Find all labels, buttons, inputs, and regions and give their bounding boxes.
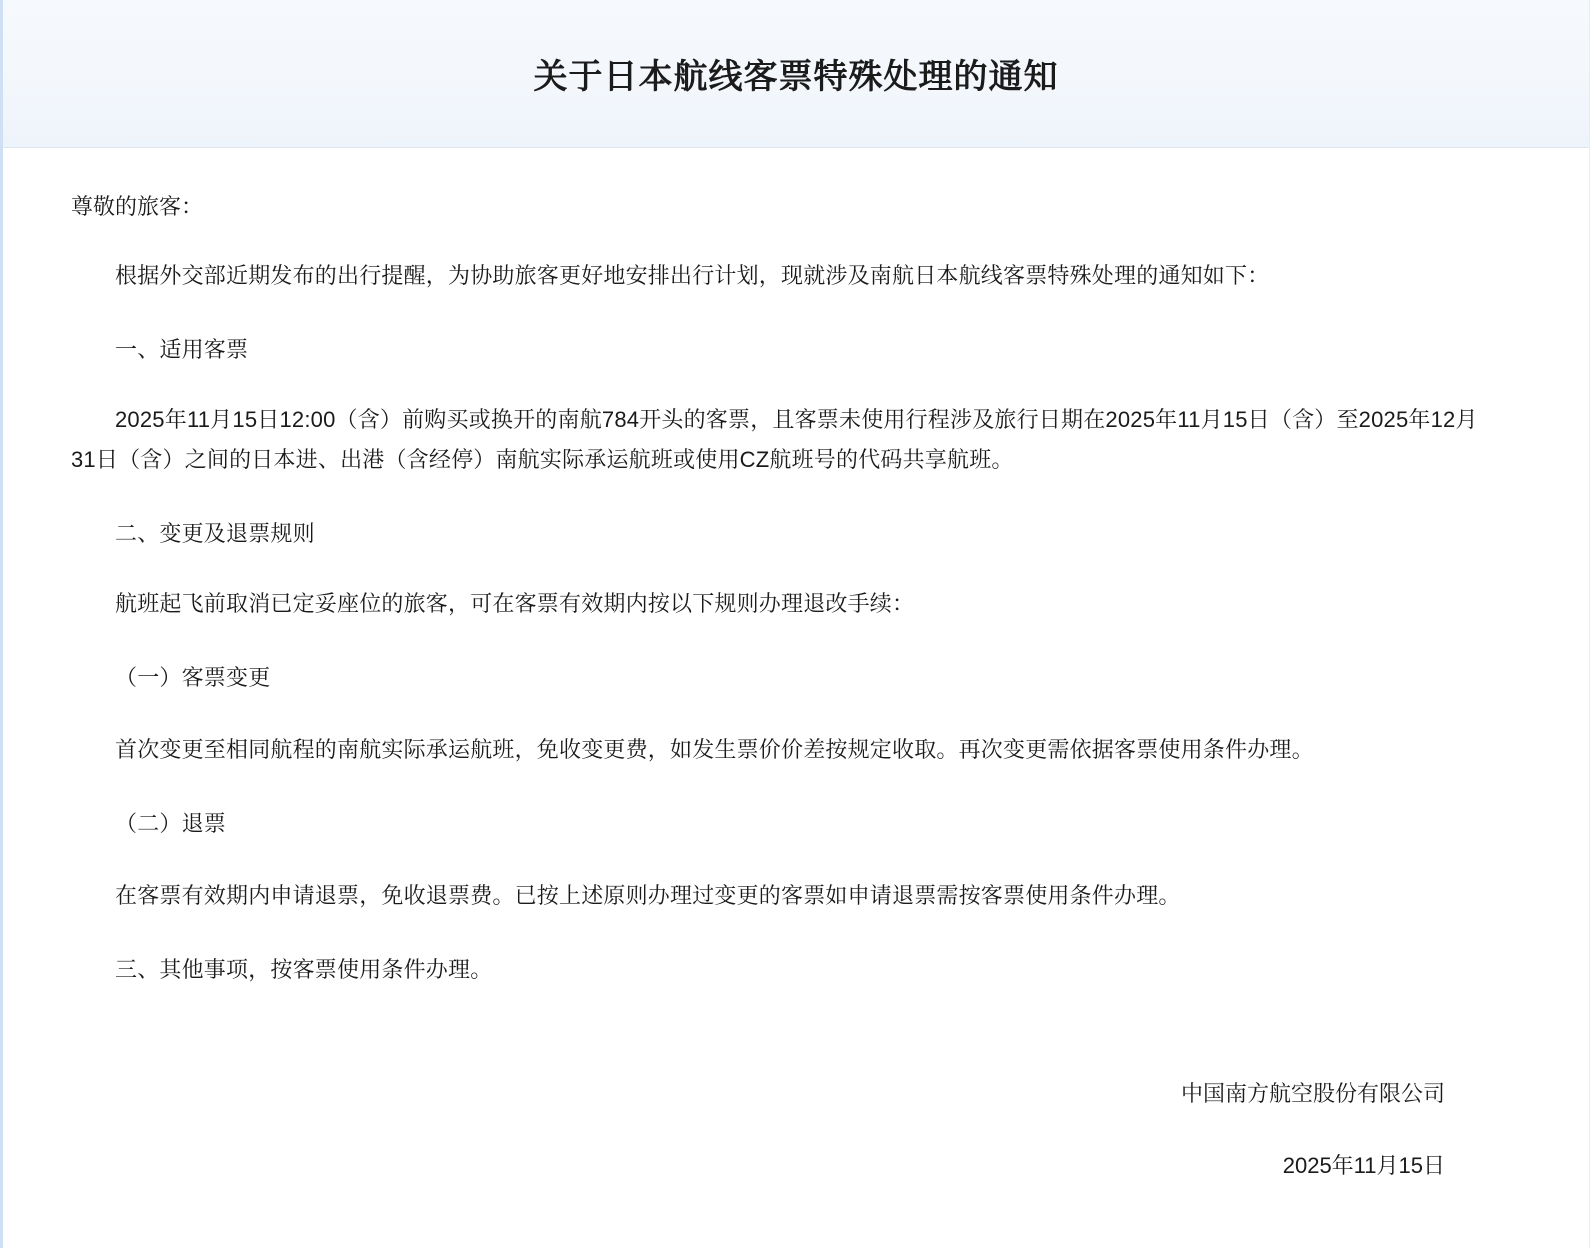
notice-header <box>3 0 1589 148</box>
signature-date: 2025年11月15日 <box>1282 1153 1445 1178</box>
section-heading-applicable-tickets: 一、适用客票 <box>115 337 249 362</box>
paragraph-ticket-change-detail: 首次变更至相同航程的南航实际承运航班，免收变更费，如发生票价价差按规定收取。再次变更需依据客票使用条件办理。 <box>115 737 1314 762</box>
notice-body <box>3 148 1589 1186</box>
page-title: 关于日本航线客票特殊处理的通知 <box>533 58 1059 96</box>
signature-block <box>71 1074 1497 1186</box>
section-heading-change-refund-rules: 二、变更及退票规则 <box>115 521 315 546</box>
section-heading-other-matters: 三、其他事项，按客票使用条件办理。 <box>115 957 493 982</box>
paragraph-change-refund-intro: 航班起飞前取消已定妥座位的旅客，可在客票有效期内按以下规则办理退改手续： <box>115 591 915 616</box>
signature-company: 中国南方航空股份有限公司 <box>1180 1081 1445 1106</box>
subsection-heading-ticket-change: （一）客票变更 <box>115 665 271 690</box>
subsection-heading-refund: （二）退票 <box>115 811 227 836</box>
salutation: 尊敬的旅客： <box>71 194 204 219</box>
paragraph-intro: 根据外交部近期发布的出行提醒，为协助旅客更好地安排出行计划，现就涉及南航日本航线客票特殊处理的通知如下： <box>115 263 1270 288</box>
paragraph-refund-detail: 在客票有效期内申请退票，免收退票费。已按上述原则办理过变更的客票如申请退票需按客票使用条件办理。 <box>115 883 1181 908</box>
paragraph-applicable-tickets-detail: 2025年11月15日12:00（含）前购买或换开的南航784开头的客票，且客票未使用行程涉及旅行日期在2025年11月15日（含）至2025年12月31日（含）之间的日本进、出港（含经停）南航实际承运航班或使用CZ航班号的代码共享航班。 <box>71 407 1478 472</box>
